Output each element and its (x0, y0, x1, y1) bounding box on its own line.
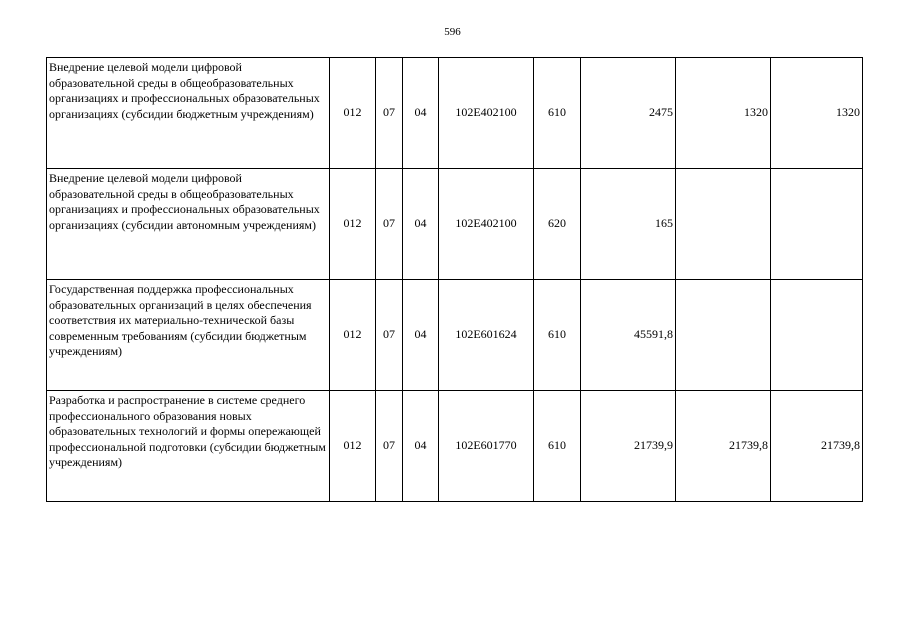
row-name-cell: Внедрение целевой модели цифровой образовательной среды в общеобразовательных организациях и профессиональных образовательных организациях (субсидии автономным учреждениям) (47, 169, 330, 280)
section-code-cell: 07 (376, 280, 403, 391)
ministry-code-cell: 012 (330, 391, 376, 502)
row-name-cell: Внедрение целевой модели цифровой образовательной среды в общеобразовательных организациях и профессиональных образовательных организациях (субсидии бюджетным учреждениям) (47, 58, 330, 169)
subsection-code-cell: 04 (403, 169, 439, 280)
amount-3-cell: 21739,8 (771, 391, 863, 502)
expense-type-cell: 610 (534, 391, 581, 502)
table-row (47, 58, 863, 169)
row-name-cell: Разработка и распространение в системе среднего профессионального образования новых образовательных технологий и формы опережающей профессиональной подготовки (субсидии бюджетным учреждениям) (47, 391, 330, 502)
amount-2-cell: 21739,8 (676, 391, 771, 502)
amount-2-cell (676, 280, 771, 391)
ministry-code-cell: 012 (330, 169, 376, 280)
expense-type-cell: 610 (534, 58, 581, 169)
amount-3-cell (771, 280, 863, 391)
amount-1-cell: 2475 (581, 58, 676, 169)
row-name-cell: Государственная поддержка профессиональных образовательных организаций в целях обеспечения соответствия их материально-технической базы современным требованиям (субсидии бюджетным учреждениям) (47, 280, 330, 391)
budget-table (46, 57, 863, 502)
amount-2-cell: 1320 (676, 58, 771, 169)
amount-1-cell: 21739,9 (581, 391, 676, 502)
section-code-cell: 07 (376, 58, 403, 169)
target-article-cell: 102Е601624 (439, 280, 534, 391)
expense-type-cell: 610 (534, 280, 581, 391)
subsection-code-cell: 04 (403, 280, 439, 391)
ministry-code-cell: 012 (330, 280, 376, 391)
ministry-code-cell: 012 (330, 58, 376, 169)
target-article-cell: 102Е402100 (439, 58, 534, 169)
subsection-code-cell: 04 (403, 58, 439, 169)
section-code-cell: 07 (376, 391, 403, 502)
target-article-cell: 102Е601770 (439, 391, 534, 502)
amount-1-cell: 45591,8 (581, 280, 676, 391)
table-row (47, 280, 863, 391)
amount-3-cell: 1320 (771, 58, 863, 169)
expense-type-cell: 620 (534, 169, 581, 280)
target-article-cell: 102Е402100 (439, 169, 534, 280)
amount-1-cell: 165 (581, 169, 676, 280)
subsection-code-cell: 04 (403, 391, 439, 502)
table-row (47, 391, 863, 502)
amount-2-cell (676, 169, 771, 280)
page-number: 596 (444, 26, 461, 38)
section-code-cell: 07 (376, 169, 403, 280)
amount-3-cell (771, 169, 863, 280)
table-row (47, 169, 863, 280)
